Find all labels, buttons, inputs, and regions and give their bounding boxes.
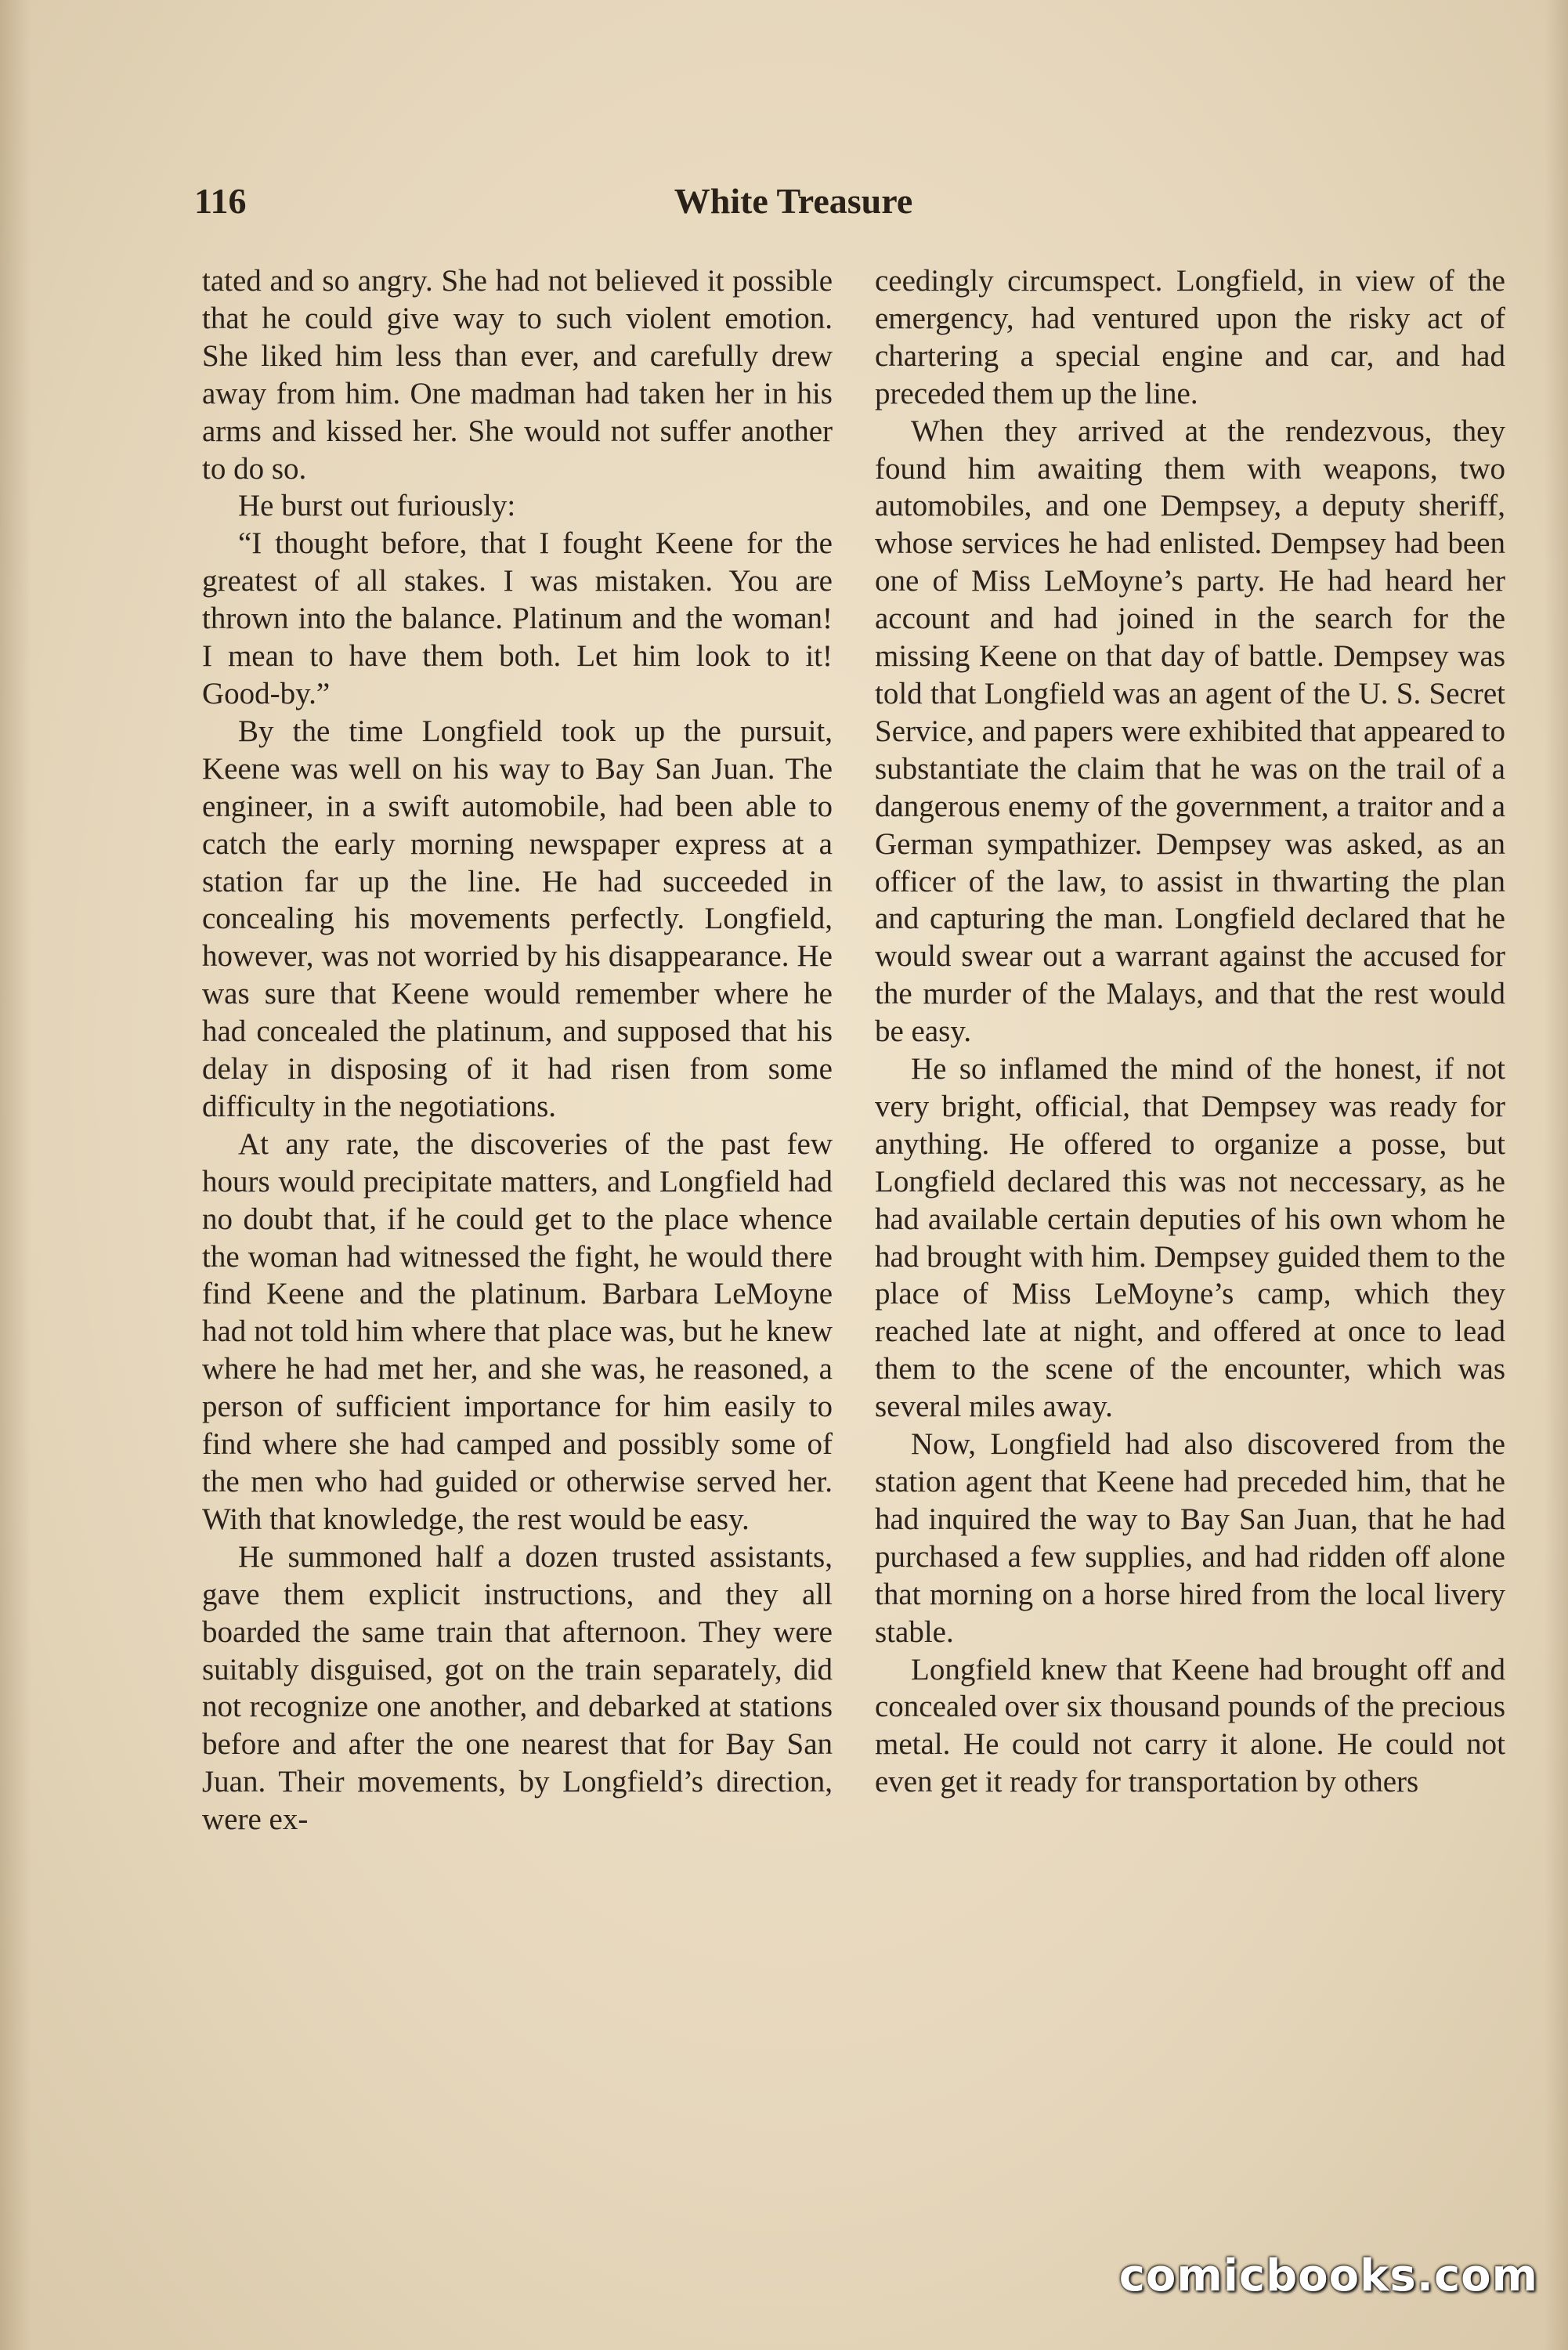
page-gutter-shadow xyxy=(0,0,31,2350)
right-column xyxy=(875,262,1505,1801)
paragraph: By the time Longfield took up the pursuit, Keene was well on his way to Bay San Juan. The engineer, in a swift automobile, had been able to catch the early morning newspaper express at a station far up the line. He had succeeded in concealing his movements perfectly. Longfield, however, was not worried by his disappearance. He was sure that Keene would remember where he had concealed the platinum, and supposed that his delay in disposing of it had risen from some difficulty in the negotiations. xyxy=(202,714,833,1123)
site-watermark: comicbooks.com xyxy=(1118,2251,1538,2301)
page-number: 116 xyxy=(194,181,247,221)
left-column xyxy=(202,262,833,1838)
paragraph: Longfield knew that Keene had brought off and concealed over six thousand pounds of the precious metal. He could not carry it alone. He could not even get it ready for transportation by others xyxy=(875,1652,1505,1799)
running-title: White Treasure xyxy=(674,181,913,221)
paragraph: Now, Longfield had also discovered from the station agent that Keene had preceded him, that he had inquired the way to Bay San Juan, that he had purchased a few supplies, and had ridden off alone that morning on a horse hired from the local livery stable. xyxy=(875,1427,1505,1649)
paragraph: He summoned half a dozen trusted assistants, gave them explicit instructions, and they all boarded the same train that afternoon. They were suitably disguised, got on the train separately, did not recognize one another, and debarked at stations before and after the one nearest that for Bay San Juan. Their movements, by Longfield’s direction, were ex- xyxy=(202,1539,833,1837)
paragraph: ceedingly circumspect. Longfield, in view of the emergency, had ventured upon the risky act of chartering a special engine and car, and had preceded them up the line. xyxy=(875,264,1505,410)
paragraph: When they arrived at the rendezvous, they found him awaiting them with weapons, two automobiles, and one Dempsey, a deputy sheriff, whose services he had enlisted. Dempsey had been one of Miss LeMoyne’s party. He had heard her account and had joined in the search for the missing Keene on that day of battle. Dempsey was told that Longfield was an agent of the U. S. Secret Service, and papers were exhibited that appeared to substantiate the claim that he was on the trail of a dangerous enemy of the government, a traitor and a German sympathizer. Dempsey was asked, as an officer of the law, to assist in thwarting the plan and capturing the man. Longfield declared that he would swear out a warrant against the accused for the murder of the Malays, and that the rest would be easy. xyxy=(875,414,1505,1049)
paragraph: tated and so angry. She had not believed it possible that he could give way to such violent emotion. She liked him less than ever, and carefully drew away from him. One madman had taken her in his arms and kissed her. She would not suffer another to do so. xyxy=(202,264,833,486)
paragraph: At any rate, the discoveries of the past few hours would precipitate matters, and Longfield had no doubt that, if he could get to the place whence the woman had witnessed the fight, he would there find Keene and the platinum. Barbara LeMoyne had not told him where that place was, but he knew where he had met her, and she was, he reasoned, a person of sufficient importance for him easily to find where she had camped and possibly some of the men who had guided or otherwise served her. With that knowledge, the rest would be easy. xyxy=(202,1126,833,1536)
page-edge-shadow xyxy=(1545,0,1568,2350)
paragraph: “I thought before, that I fought Keene for the greatest of all stakes. I was mistaken. You are thrown into the balance. Platinum and the woman! I mean to have them both. Let him look to it! Good-by.” xyxy=(202,526,833,710)
paragraph: He burst out furiously: xyxy=(238,489,516,523)
paragraph: He so inflamed the mind of the honest, if not very bright, official, that Dempsey was ready for anything. He offered to organize a posse, but Longfield declared this was not neccessary, as he had available certain deputies of his own whom he had brought with him. Dempsey guided them to the place of Miss LeMoyne’s camp, which they reached late at night, and offered at once to lead them to the scene of the encounter, which was several miles away. xyxy=(875,1052,1505,1424)
page-header xyxy=(194,180,1393,235)
